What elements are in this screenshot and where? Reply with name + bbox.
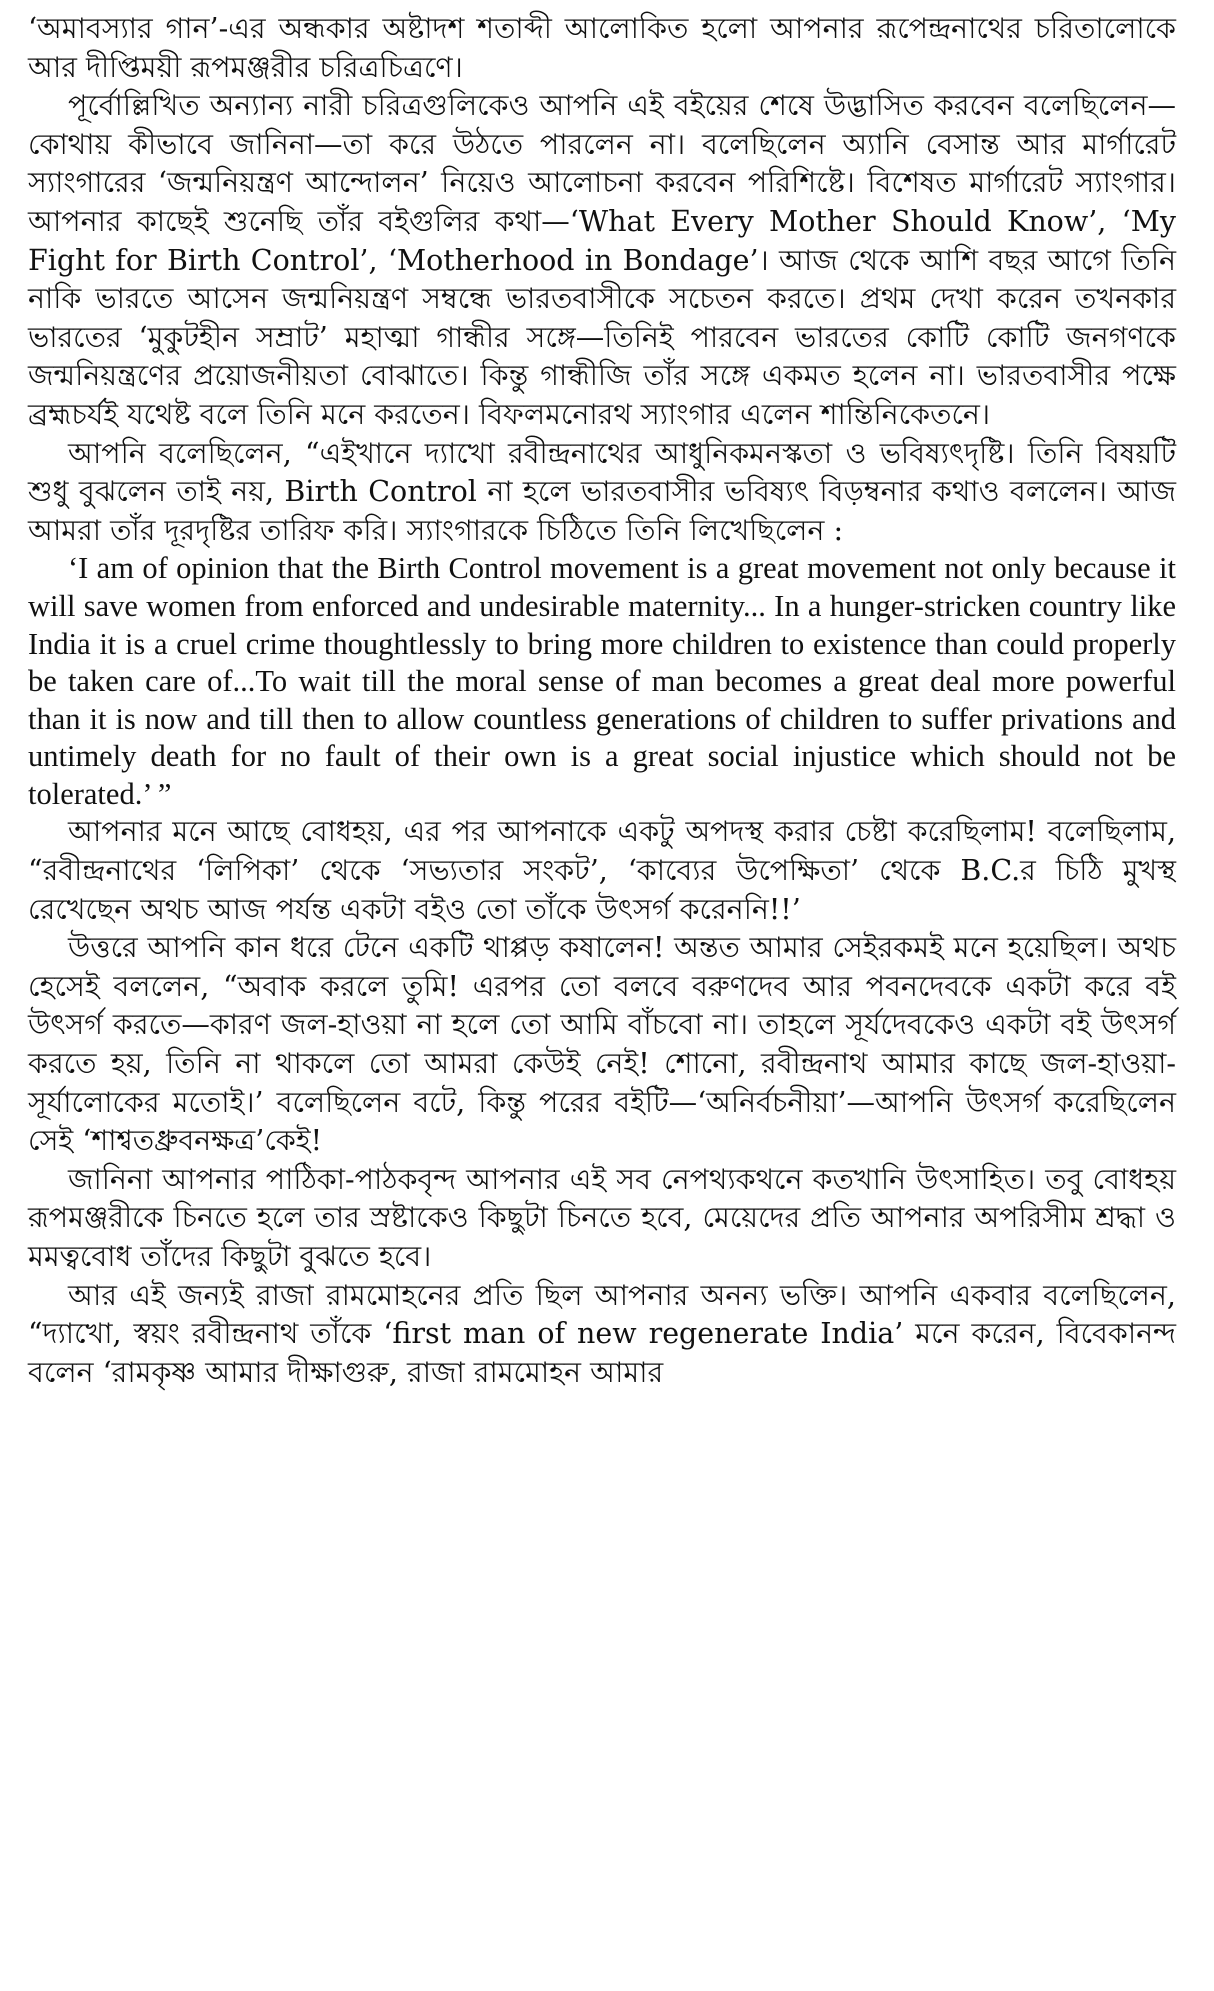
paragraph-2: পূর্বোল্লিখিত অন্যান্য নারী চরিত্রগুলিকেও আপনি এই বইয়ের শেষে উদ্ভাসিত করবেন বলেছিলেন—কোথায় কীভাবে জানিনা—তা করে উঠতে পারলেন না। বলেছিলেন অ্যানি বেসান্ত আর মার্গারেট স্যাংগারের ‘জন্মনিয়ন্ত্রণ আন্দোলন’ নিয়েও আলোচনা করবেন পরিশিষ্টে। বিশেষত মার্গারেট স্যাংগার। আপনার কাছেই শুনেছি তাঁর বইগুলির কথা—‘What Every Mother Should Know’, ‘My Fight for Birth Control’, ‘Motherhood in Bondage’। আজ থেকে আশি বছর আগে তিনি নাকি ভারতে আসেন জন্মনিয়ন্ত্রণ সম্বন্ধে ভারতবাসীকে সচেতন করতে। প্রথম দেখা করেন তখনকার ভারতের ‘মুকুটহীন সম্রাট’ মহাত্মা গান্ধীর সঙ্গে—তিনিই পারবেন ভারতের কোটি কোটি জনগণকে জন্মনিয়ন্ত্রণের প্রয়োজনীয়তা বোঝাতে। কিন্তু গান্ধীজি তাঁর সঙ্গে একমত হলেন না। ভারতবাসীর পক্ষে ব্রহ্মচর্যই যথেষ্ট বলে তিনি মনে করতেন। বিফলমনোরথ স্যাংগার এলেন শান্তিনিকেতনে।: [28, 89, 1176, 431]
paragraph-4: আপনার মনে আছে বোধহয়, এর পর আপনাকে একটু অপদস্থ করার চেষ্টা করেছিলাম! বলেছিলাম, “রবীন্দ্রনাথের ‘লিপিকা’ থেকে ‘সভ্যতার সংকট’, ‘কাব্যের উপেক্ষিতা’ থেকে B.C.র চিঠি মুখস্থ রেখেছেন অথচ আজ পর্যন্ত একটা বইও তো তাঁকে উৎসর্গ করেননি!!’: [28, 815, 1176, 926]
paragraph-5: উত্তরে আপনি কান ধরে টেনে একটি থাপ্পড় কষালেন! অন্তত আমার সেইরকমই মনে হয়েছিল। অথচ হেসেই বললেন, “অবাক করলে তুমি! এরপর তো বলবে বরুণদেব আর পবনদেবকে একটা করে বই উৎসর্গ করতে—কারণ জল-হাওয়া না হলে তো আমি বাঁচবো না। তাহলে সূর্যদেবকেও একটা বই উৎসর্গ করতে হয়, তিনি না থাকলে তো আমরা কেউই নেই! শোনো, রবীন্দ্রনাথ আমার কাছে জল-হাওয়া-সূর্যালোকের মতোই।’ বলেছিলেন বটে, কিন্তু পরের বইটি—‘অনির্বচনীয়া’—আপনি উৎসর্গ করেছিলেন সেই ‘শাশ্বতধ্রুবনক্ষত্র’কেই!: [28, 931, 1176, 1158]
paragraph-7: আর এই জন্যই রাজা রামমোহনের প্রতি ছিল আপনার অনন্য ভক্তি। আপনি একবার বলেছিলেন, “দ্যাখো, স্বয়ং রবীন্দ্রনাথ তাঁকে ‘first man of new regenerate India’ মনে করেন, বিবেকানন্দ বলেন ‘রামকৃষ্ণ আমার দীক্ষাগুরু, রাজা রামমোহন আমার: [28, 1278, 1176, 1389]
paragraph-6: জানিনা আপনার পাঠিকা-পাঠকবৃন্দ আপনার এই সব নেপথ্যকথনে কতখানি উৎসাহিত। তবু বোধহয় রূপমঞ্জরীকে চিনতে হলে তার স্রষ্টাকেও কিছুটা চিনতে হবে, মেয়েদের প্রতি আপনার অপরিসীম শ্রদ্ধা ও মমত্ববোধ তাঁদের কিছুটা বুঝতে হবে।: [28, 1162, 1176, 1273]
tagore-quote: ‘I am of opinion that the Birth Control movement is a great movement not only because it will save women from enforced and undesirable maternity... In a hunger-stricken country like India it is a cruel crime thoughtlessly to bring more children to existence than could properly be taken care of...To wait till the moral sense of man becomes a great deal more powerful than it is now and till then to allow countless generations of children to suffer privations and untimely death for no fault of their own is a great social injustice which should not be tolerated.’ ”: [28, 551, 1176, 811]
paragraph-3: আপনি বলেছিলেন, “এইখানে দ্যাখো রবীন্দ্রনাথের আধুনিকমনস্কতা ও ভবিষ্যৎদৃষ্টি। তিনি বিষয়টি শুধু বুঝলেন তাই নয়, Birth Control না হলে ভারতবাসীর ভবিষ্যৎ বিড়ম্বনার কথাও বললেন। আজ আমরা তাঁর দূরদৃষ্টির তারিফ করি। স্যাংগারকে চিঠিতে তিনি লিখেছিলেন :: [28, 436, 1176, 547]
paragraph-1: ‘অমাবস্যার গান’-এর অন্ধকার অষ্টাদশ শতাব্দী আলোকিত হলো আপনার রূপেন্দ্রনাথের চরিতালোকে আর দীপ্তিময়ী রূপমঞ্জরীর চরিত্রচিত্রণে।: [28, 12, 1176, 84]
